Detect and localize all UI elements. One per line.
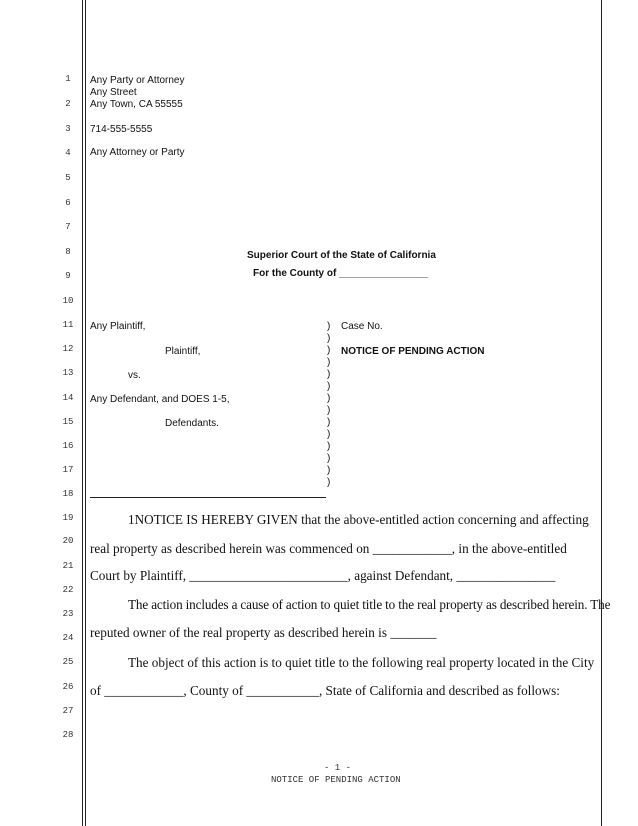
footer-page-number: - 1 - bbox=[324, 763, 352, 773]
attorney-street: Any Street bbox=[90, 87, 137, 98]
line-number: 5 bbox=[65, 173, 71, 183]
caption-paren: ) bbox=[327, 417, 331, 428]
line-number: 14 bbox=[62, 393, 74, 403]
line-number: 17 bbox=[62, 465, 74, 475]
caption-paren-column bbox=[327, 321, 335, 489]
caption-paren: ) bbox=[327, 405, 331, 416]
caption-paren: ) bbox=[327, 357, 331, 368]
line-number: 26 bbox=[62, 682, 74, 692]
caption-paren: ) bbox=[327, 369, 331, 380]
left-margin-rule-inner bbox=[85, 0, 86, 826]
caption-paren: ) bbox=[327, 465, 331, 476]
line-number: 10 bbox=[62, 296, 74, 306]
line-number: 2 bbox=[65, 99, 71, 109]
line-number: 12 bbox=[62, 344, 74, 354]
body-line-6: The object of this action is to quiet title to the following real property located in the City bbox=[128, 655, 595, 670]
caption-divider bbox=[90, 497, 326, 498]
body-line-2: real property as described herein was commenced on ____________, in the above-entitled bbox=[90, 541, 567, 556]
court-county: For the County of ________________ bbox=[253, 268, 429, 279]
body-line-3: Court by Plaintiff, ________________________, against Defendant, _______________ bbox=[90, 568, 556, 583]
line-number: 8 bbox=[65, 247, 71, 257]
left-margin-rule-outer bbox=[82, 0, 83, 826]
body-line-7: of ____________, County of ___________, State of California and described as follows: bbox=[90, 683, 560, 698]
caption-paren: ) bbox=[327, 477, 331, 488]
line-number: 22 bbox=[62, 585, 74, 595]
document-title: NOTICE OF PENDING ACTION bbox=[341, 346, 485, 357]
line-number: 24 bbox=[62, 633, 74, 643]
caption-paren: ) bbox=[327, 393, 331, 404]
defendant-name: Any Defendant, and DOES 1-5, bbox=[90, 394, 230, 405]
line-number: 27 bbox=[62, 706, 74, 716]
attorney-name: Any Party or Attorney bbox=[90, 75, 185, 86]
case-number-label: Case No. bbox=[341, 321, 383, 332]
caption-paren: ) bbox=[327, 429, 331, 440]
line-number: 3 bbox=[65, 124, 71, 134]
line-number: 4 bbox=[65, 148, 71, 158]
versus-label: vs. bbox=[128, 370, 141, 381]
line-number: 6 bbox=[65, 198, 71, 208]
line-number: 20 bbox=[62, 536, 74, 546]
line-number: 15 bbox=[62, 417, 74, 427]
plaintiff-name: Any Plaintiff, bbox=[90, 321, 146, 332]
right-margin-rule bbox=[601, 0, 602, 826]
caption-paren: ) bbox=[327, 321, 331, 332]
line-number: 7 bbox=[65, 222, 71, 232]
line-number: 13 bbox=[62, 368, 74, 378]
caption-paren: ) bbox=[327, 345, 331, 356]
line-number: 19 bbox=[62, 513, 74, 523]
line-number: 1 bbox=[65, 74, 71, 84]
footer-title: NOTICE OF PENDING ACTION bbox=[271, 775, 401, 785]
caption-paren: ) bbox=[327, 453, 331, 464]
line-number: 28 bbox=[62, 730, 74, 740]
attorney-city: Any Town, CA 55555 bbox=[90, 99, 183, 110]
court-title: Superior Court of the State of California bbox=[247, 250, 436, 261]
line-number: 11 bbox=[62, 320, 74, 330]
line-number: 9 bbox=[65, 271, 71, 281]
body-line-5: reputed owner of the real property as described herein is _______ bbox=[90, 625, 437, 640]
attorney-phone: 714-555-5555 bbox=[90, 124, 153, 135]
body-line-1: 1NOTICE IS HEREBY GIVEN that the above-entitled action concerning and affecting bbox=[128, 512, 589, 527]
body-line-4: The action includes a cause of action to quiet title to the real property as described herein. The bbox=[128, 597, 611, 612]
caption-paren: ) bbox=[327, 381, 331, 392]
line-number: 25 bbox=[62, 657, 74, 667]
line-number: 16 bbox=[62, 441, 74, 451]
line-number: 18 bbox=[62, 489, 74, 499]
caption-paren: ) bbox=[327, 333, 331, 344]
caption-paren: ) bbox=[327, 441, 331, 452]
defendant-role: Defendants. bbox=[165, 418, 219, 429]
line-number: 23 bbox=[62, 609, 74, 619]
attorney-party: Any Attorney or Party bbox=[90, 147, 185, 158]
line-number: 21 bbox=[62, 561, 74, 571]
plaintiff-role: Plaintiff, bbox=[165, 346, 201, 357]
